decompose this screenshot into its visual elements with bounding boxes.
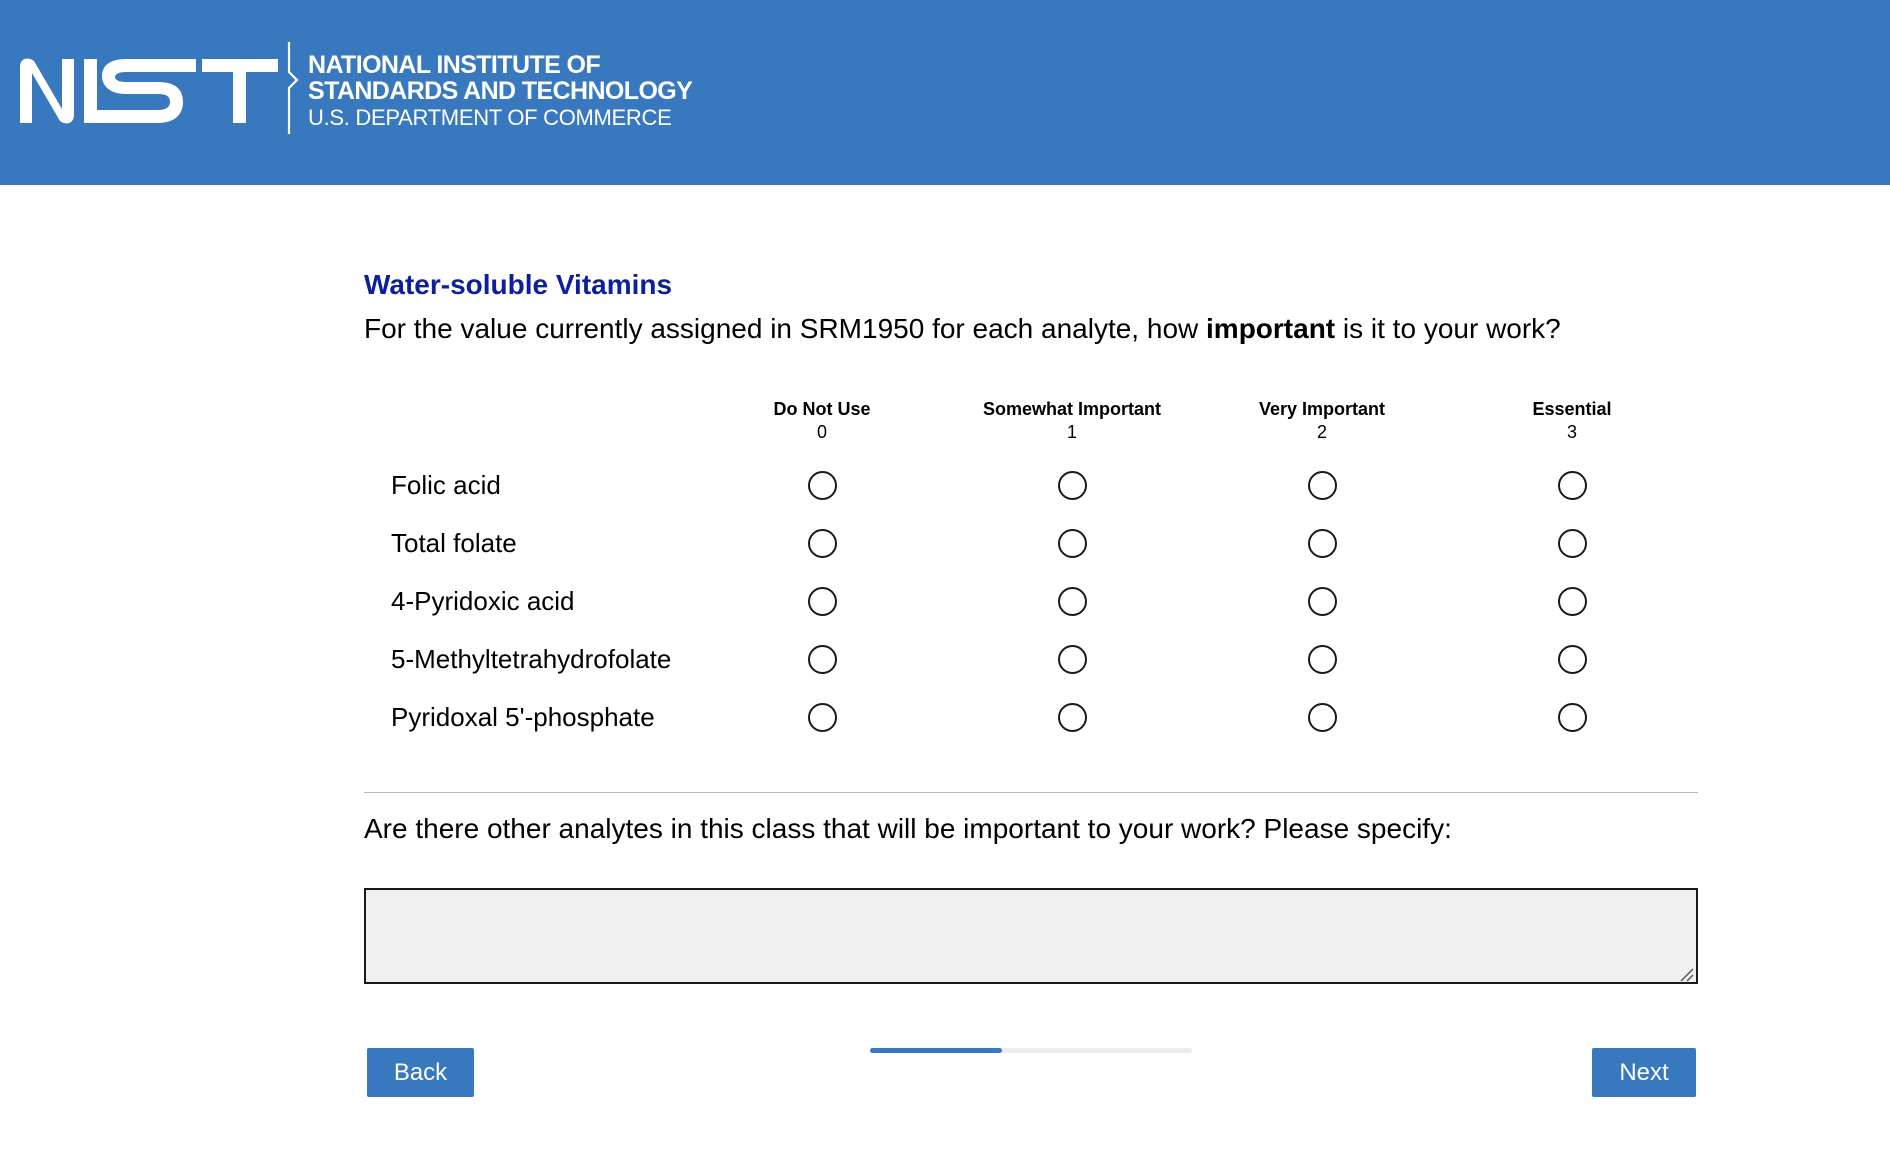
- other-analytes-question: Are there other analytes in this class that will be important to your work? Please specify:: [364, 813, 1452, 844]
- org-name-line1: NATIONAL INSTITUTE OF: [308, 51, 601, 79]
- scale-value: 1: [1066, 422, 1077, 442]
- section-divider: [364, 792, 1698, 793]
- scale-label: Do Not Use: [773, 399, 871, 419]
- rating-radio-2[interactable]: [1308, 703, 1337, 732]
- scale-label: Essential: [1532, 399, 1612, 419]
- rating-radio-1[interactable]: [1058, 645, 1087, 674]
- logo-divider-icon: [286, 42, 300, 134]
- question-text-end: is it to your work?: [1335, 313, 1561, 344]
- scale-header-2: [1202, 398, 1442, 444]
- site-header: [0, 0, 1890, 185]
- scale-header-1: [952, 398, 1192, 444]
- rating-radio-1[interactable]: [1058, 703, 1087, 732]
- other-analytes-input[interactable]: [364, 888, 1698, 984]
- analyte-label: 5-Methyltetrahydrofolate: [391, 644, 672, 674]
- rating-radio-0[interactable]: [808, 703, 837, 732]
- nist-logo-icon: [18, 55, 278, 127]
- rating-radio-1[interactable]: [1058, 587, 1087, 616]
- question-text-start: For the value currently assigned in SRM1950 for each analyte, how: [364, 313, 1207, 344]
- next-button[interactable]: Next: [1592, 1048, 1696, 1097]
- analyte-label: 4-Pyridoxic acid: [391, 586, 575, 616]
- rating-radio-0[interactable]: [808, 587, 837, 616]
- scale-value: 2: [1316, 422, 1327, 442]
- question-text: [364, 313, 1561, 345]
- rating-radio-3[interactable]: [1558, 471, 1587, 500]
- rating-radio-0[interactable]: [808, 529, 837, 558]
- rating-radio-0[interactable]: [808, 471, 837, 500]
- analyte-label: Total folate: [391, 528, 517, 558]
- progress-bar: [870, 1048, 1192, 1053]
- logo-text: [308, 53, 692, 129]
- rating-radio-3[interactable]: [1558, 645, 1587, 674]
- org-name-line2: STANDARDS AND TECHNOLOGY: [308, 77, 693, 105]
- scale-header-0: [702, 398, 942, 444]
- progress-bar-fill: [870, 1048, 1002, 1053]
- rating-radio-2[interactable]: [1308, 471, 1337, 500]
- scale-value: 3: [1566, 422, 1577, 442]
- scale-header-3: [1452, 398, 1692, 444]
- scale-label: Very Important: [1258, 399, 1386, 419]
- analyte-label: Folic acid: [391, 470, 501, 500]
- rating-radio-3[interactable]: [1558, 703, 1587, 732]
- rating-radio-0[interactable]: [808, 645, 837, 674]
- scale-label: Somewhat Important: [982, 399, 1161, 419]
- rating-radio-1[interactable]: [1058, 529, 1087, 558]
- section-title: Water-soluble Vitamins: [364, 269, 673, 300]
- analyte-label: Pyridoxal 5'-phosphate: [391, 702, 655, 732]
- scale-value: 0: [816, 422, 827, 442]
- rating-radio-1[interactable]: [1058, 471, 1087, 500]
- back-button[interactable]: Back: [367, 1048, 474, 1097]
- org-department: U.S. DEPARTMENT OF COMMERCE: [308, 105, 672, 130]
- rating-radio-3[interactable]: [1558, 587, 1587, 616]
- question-emphasis: important: [1206, 313, 1336, 344]
- resize-grip-icon[interactable]: [1678, 966, 1694, 982]
- rating-radio-3[interactable]: [1558, 529, 1587, 558]
- rating-radio-2[interactable]: [1308, 587, 1337, 616]
- rating-radio-2[interactable]: [1308, 529, 1337, 558]
- rating-radio-2[interactable]: [1308, 645, 1337, 674]
